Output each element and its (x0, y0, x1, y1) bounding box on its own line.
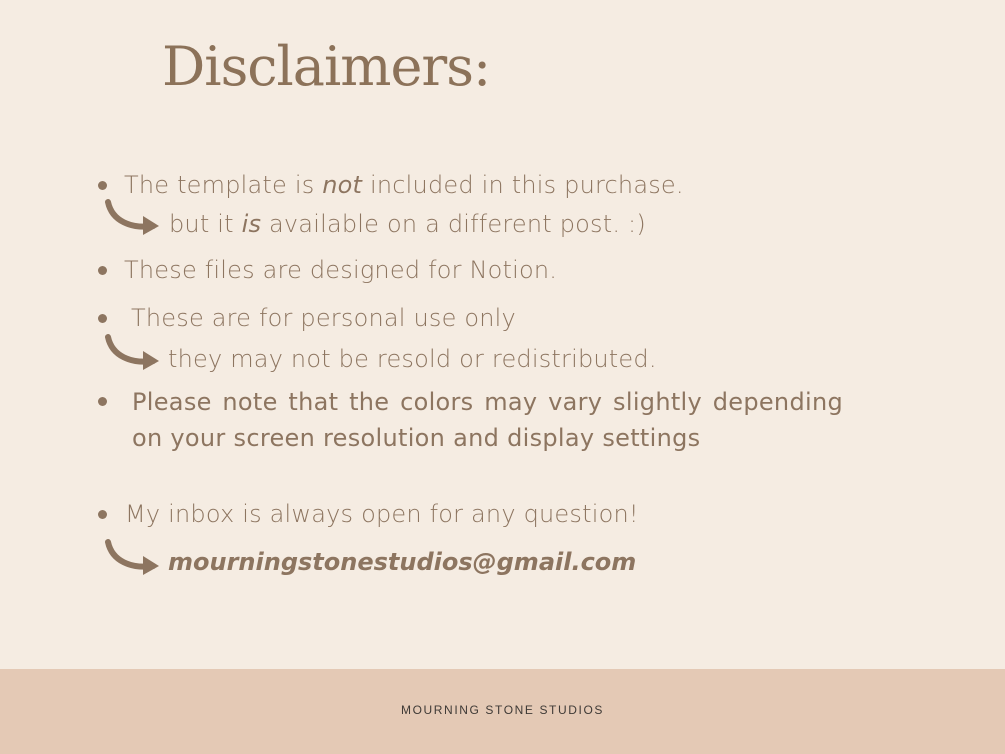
disclaimer-personal-use: These are for personal use only (131, 304, 516, 332)
disclaimer-no-resale: they may not be resold or redistributed. (168, 345, 657, 373)
bullet-dot (98, 266, 107, 275)
page-title: Disclaimers: (162, 35, 491, 98)
disclaimer-1-sub-pre: but it (169, 210, 242, 238)
disclaimer-1-post: included in this purchase. (362, 171, 684, 199)
disclaimer-1-pre: The template is (124, 171, 323, 199)
disclaimer-1-sub-post: available on a different post. :) (261, 210, 646, 238)
footer-brand: MOURNING STONE STUDIOS (401, 703, 604, 717)
disclaimer-template-available (169, 209, 646, 239)
bullet-dot (98, 181, 107, 190)
disclaimer-notion: These files are designed for Notion. (124, 256, 558, 284)
curved-arrow-icon (103, 199, 163, 239)
disclaimer-1-sub-emphasis: is (241, 210, 262, 238)
curved-arrow-icon (103, 334, 163, 374)
footer-band (0, 669, 1005, 754)
bullet-dot (98, 314, 107, 323)
disclaimer-template-not-included (124, 170, 684, 200)
bullet-dot (98, 397, 107, 406)
curved-arrow-icon (103, 539, 163, 579)
disclaimer-inbox-open: My inbox is always open for any question! (125, 500, 639, 528)
disclaimer-1-emphasis: not (322, 171, 363, 199)
contact-email: mourningstonestudios@gmail.com (168, 548, 637, 576)
bullet-dot (98, 510, 107, 519)
disclaimer-colors-vary: Please note that the colors may vary slightly depending on your screen resolution and display settings (132, 388, 843, 452)
